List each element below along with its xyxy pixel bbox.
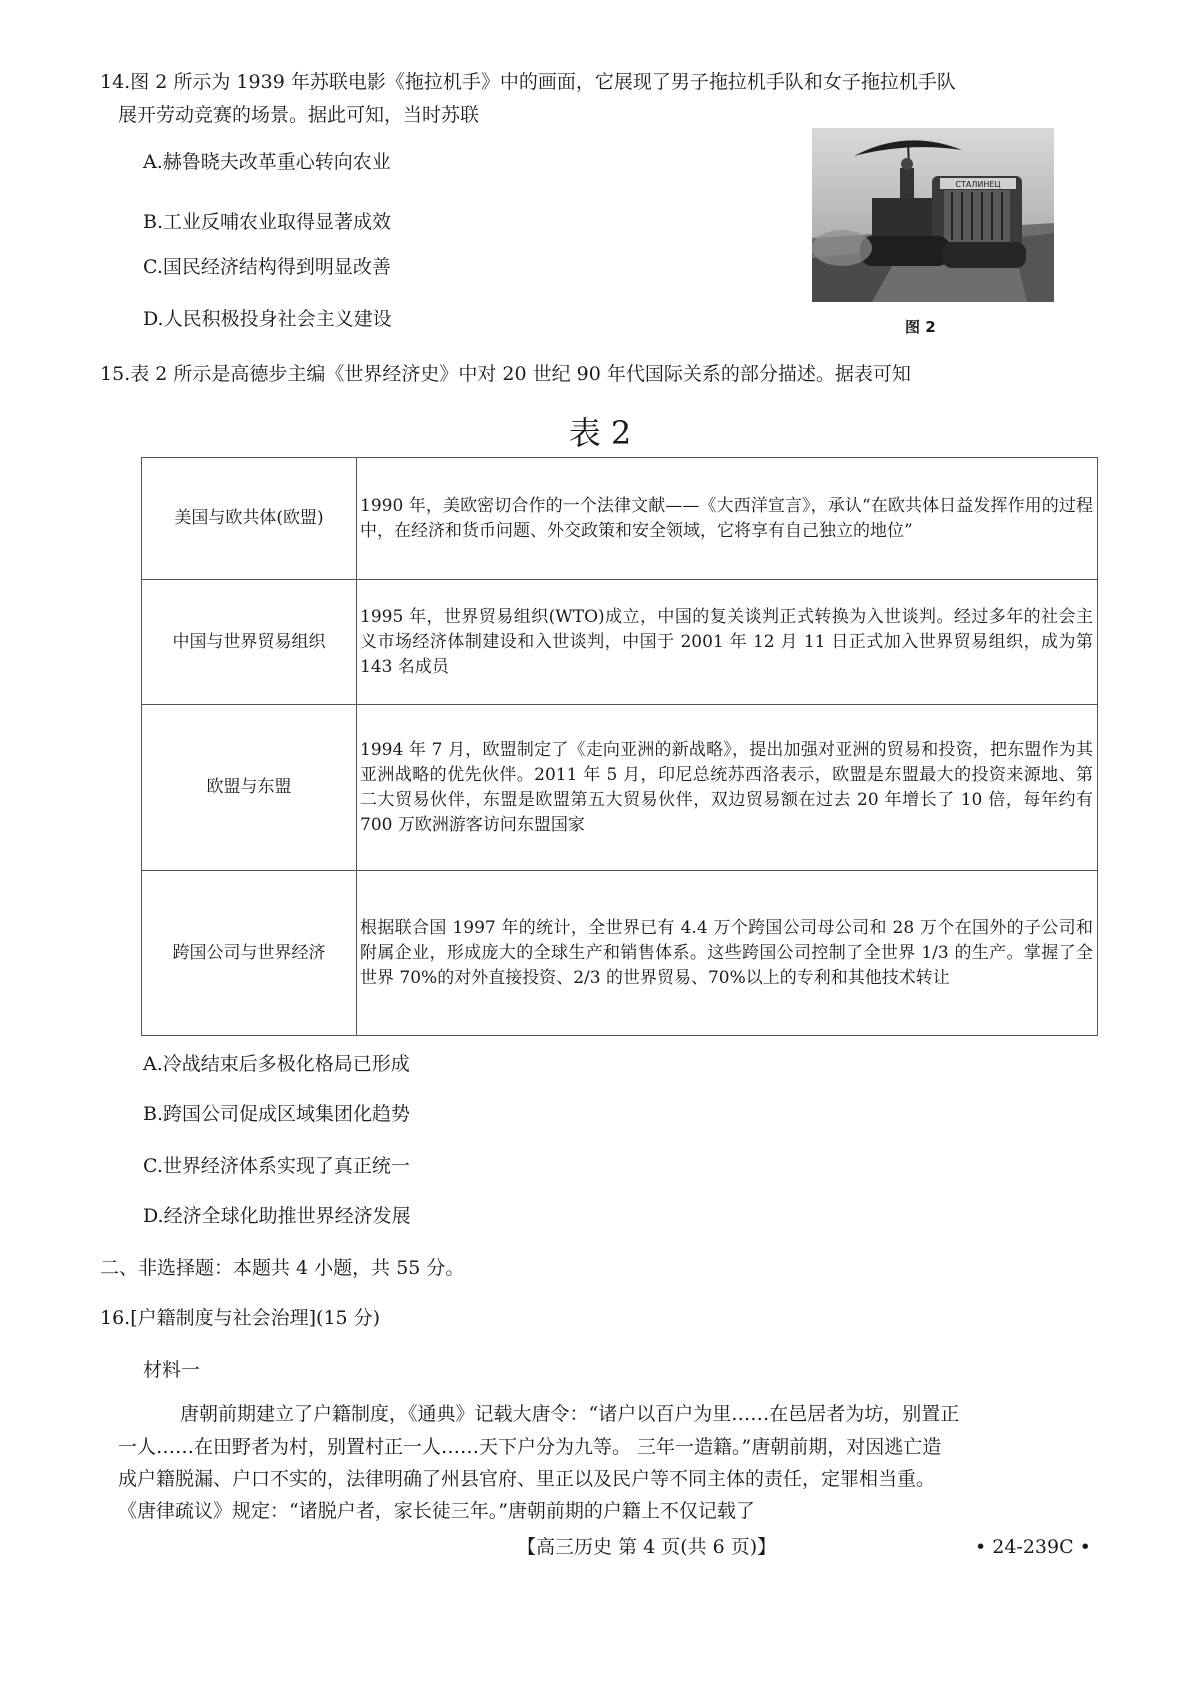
table-row: [142, 871, 1098, 1036]
q15-option-c: C.世界经济体系实现了真正统一: [143, 1155, 410, 1177]
q16-text-line4: 《唐律疏议》规定：“诸脱户者，家长徒三年。”唐朝前期的户籍上不仅记载了: [118, 1500, 755, 1522]
material-label: 材料一: [143, 1359, 201, 1381]
table-row-content: 1995 年，世界贸易组织(WTO)成立，中国的复关谈判正式转换为入世谈判。经过多年的社会主义市场经济体制建设和入世谈判，中国于 2001 年 12 月 11 日正式加入世界贸易组织，成为第 143 名成员: [357, 580, 1098, 705]
q16-text-line1: 唐朝前期建立了户籍制度，《通典》记载大唐令：“诸户以百户为里……在邑居者为坊，别置正: [180, 1403, 960, 1425]
table-2: [141, 457, 1098, 1036]
q16-text-line3: 成户籍脱漏、户口不实的，法律明确了州县官府、里正以及民户等不同主体的责任，定罪相当重。: [118, 1468, 936, 1490]
q14-option-b: B.工业反哺农业取得显著成效: [143, 211, 392, 233]
figure-caption: 图 2: [905, 318, 936, 336]
table-row-header: 跨国公司与世界经济: [142, 871, 357, 1036]
q16-title: 16.[户籍制度与社会治理](15 分): [100, 1307, 381, 1329]
table-row-header: 美国与欧共体(欧盟): [142, 458, 357, 580]
table-title: 表 2: [568, 414, 632, 452]
tractor-photo-figure: [812, 128, 1054, 302]
table-row-header: 欧盟与东盟: [142, 705, 357, 871]
q15-stem: 15.表 2 所示是高德步主编《世界经济史》中对 20 世纪 90 年代国际关系的部分描述。据表可知: [100, 363, 911, 385]
q15-option-d: D.经济全球化助推世界经济发展: [143, 1205, 411, 1227]
table-row-content: 1994 年 7 月，欧盟制定了《走向亚洲的新战略》，提出加强对亚洲的贸易和投资，把东盟作为其亚洲战略的优先伙伴。2011 年 5 月，印尼总统苏西洛表示，欧盟是东盟最大的投资来源地、第二大贸易伙伴，东盟是欧盟第五大贸易伙伴，双边贸易额在过去 20 年增长了 10 倍，每年约有 700 万欧洲游客访问东盟国家: [357, 705, 1098, 871]
q14-stem-line1: 14.图 2 所示为 1939 年苏联电影《拖拉机手》中的画面，它展现了男子拖拉机手队和女子拖拉机手队: [100, 71, 956, 93]
tractor-plate-text: СТАЛИНЕЦ: [955, 180, 1001, 189]
q16-text-line2: 一人……在田野者为村，别置村正一人……天下户分为九等。 三年一造籍。”唐朝前期，对因逃亡造: [118, 1436, 942, 1458]
page-footer: 【高三历史 第 4 页(共 6 页)】: [517, 1536, 777, 1558]
table-row-content: 根据联合国 1997 年的统计，全世界已有 4.4 万个跨国公司母公司和 28 万个在国外的子公司和附属企业，形成庞大的全球生产和销售体系。这些跨国公司控制了全世界 1/3 的生产。掌握了全世界 70%的对外直接投资、2/3 的世界贸易、70%以上的专利和其他技术转让: [357, 871, 1098, 1036]
table-row-header: 中国与世界贸易组织: [142, 580, 357, 705]
section-heading: 二、非选择题：本题共 4 小题，共 55 分。: [100, 1257, 465, 1279]
table-row-content: 1990 年，美欧密切合作的一个法律文献——《大西洋宣言》，承认“在欧共体日益发挥作用的过程中，在经济和货币问题、外交政策和安全领域，它将享有自己独立的地位”: [357, 458, 1098, 580]
q14-option-d: D.人民积极投身社会主义建设: [143, 308, 392, 330]
q15-option-a: A.冷战结束后多极化格局已形成: [143, 1053, 410, 1075]
q15-option-b: B.跨国公司促成区域集团化趋势: [143, 1103, 411, 1125]
table-row: [142, 705, 1098, 871]
q14-option-c: C.国民经济结构得到明显改善: [143, 256, 391, 278]
q14-stem-line2: 展开劳动竞赛的场景。据此可知，当时苏联: [118, 104, 480, 126]
exam-code: • 24-239C •: [975, 1536, 1091, 1558]
table-row: [142, 580, 1098, 705]
table-row: [142, 458, 1098, 580]
q14-option-a: A.赫鲁晓夫改革重心转向农业: [143, 151, 391, 173]
